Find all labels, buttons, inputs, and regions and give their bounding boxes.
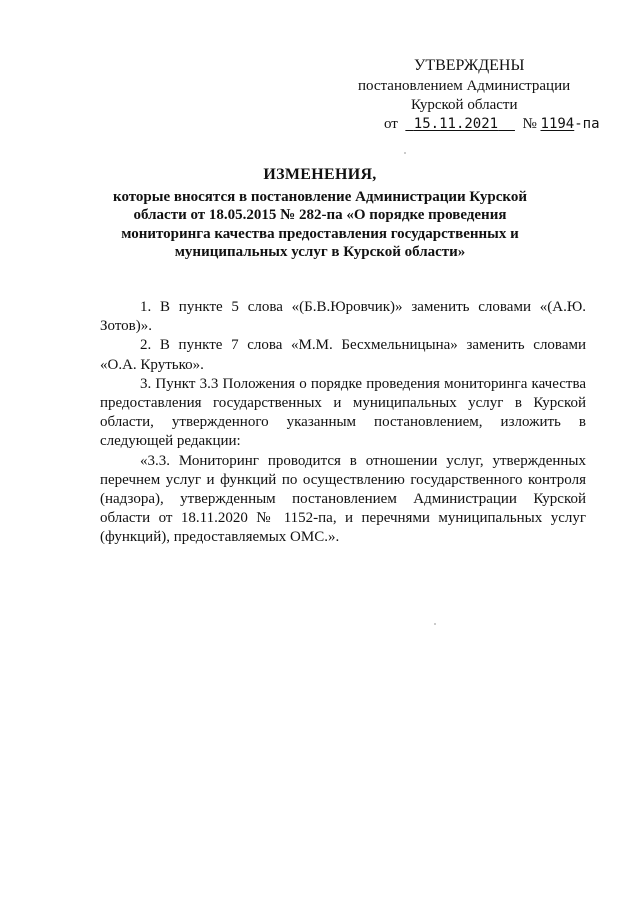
approval-date: 15.11.2021 — [413, 116, 499, 132]
approval-issuer-line: постановлением Администрации — [358, 78, 571, 94]
number-prefix: № — [522, 116, 537, 132]
list-item-2: 2. В пункте 7 слова «М.М. Бесхмельницына» заменить словами «О.А. Крутько». — [100, 337, 586, 373]
scan-speck — [404, 152, 406, 154]
approval-number-suffix: -па — [574, 116, 600, 132]
scan-speck — [434, 623, 436, 625]
approval-date-number-line — [384, 115, 600, 134]
heading-title: ИЗМЕНЕНИЯ, — [263, 166, 377, 183]
approval-region-line: Курской области — [411, 97, 518, 113]
approval-title: УТВЕРЖДЕНЫ — [414, 57, 525, 74]
date-prefix: от — [384, 116, 398, 132]
document-heading — [90, 166, 550, 262]
approval-number: 1194 — [540, 116, 575, 132]
quoted-paragraph: «3.3. Мониторинг проводится в отношении услуг, утвержденных перечнем услуг и функций по осуществлению государственного контроля (надзора), утвержденным постановлением Администрации Курской области от 18.11.2020 № 1152-па, и перечнями муниципальных услуг (функций), предоставляемых ОМС.». — [100, 452, 586, 546]
list-item-1: 1. В пункте 5 слова «(Б.В.Юровчик)» заменить словами «(А.Ю. Зотов)». — [100, 299, 586, 335]
document-body — [100, 298, 586, 548]
heading-subtitle: которые вносятся в постановление Администрации Курской области от 18.05.2015 № 282-па «О порядке проведения мониторинга качества предоставления государственных и муниципальных услуг в Курской области» — [113, 188, 527, 260]
list-item-3: 3. Пункт 3.3 Положения о порядке проведения мониторинга качества предоставления государственных и муниципальных услуг в Курской области, утвержденного указанным постановлением, изложить в следующей редакции: — [100, 375, 586, 450]
